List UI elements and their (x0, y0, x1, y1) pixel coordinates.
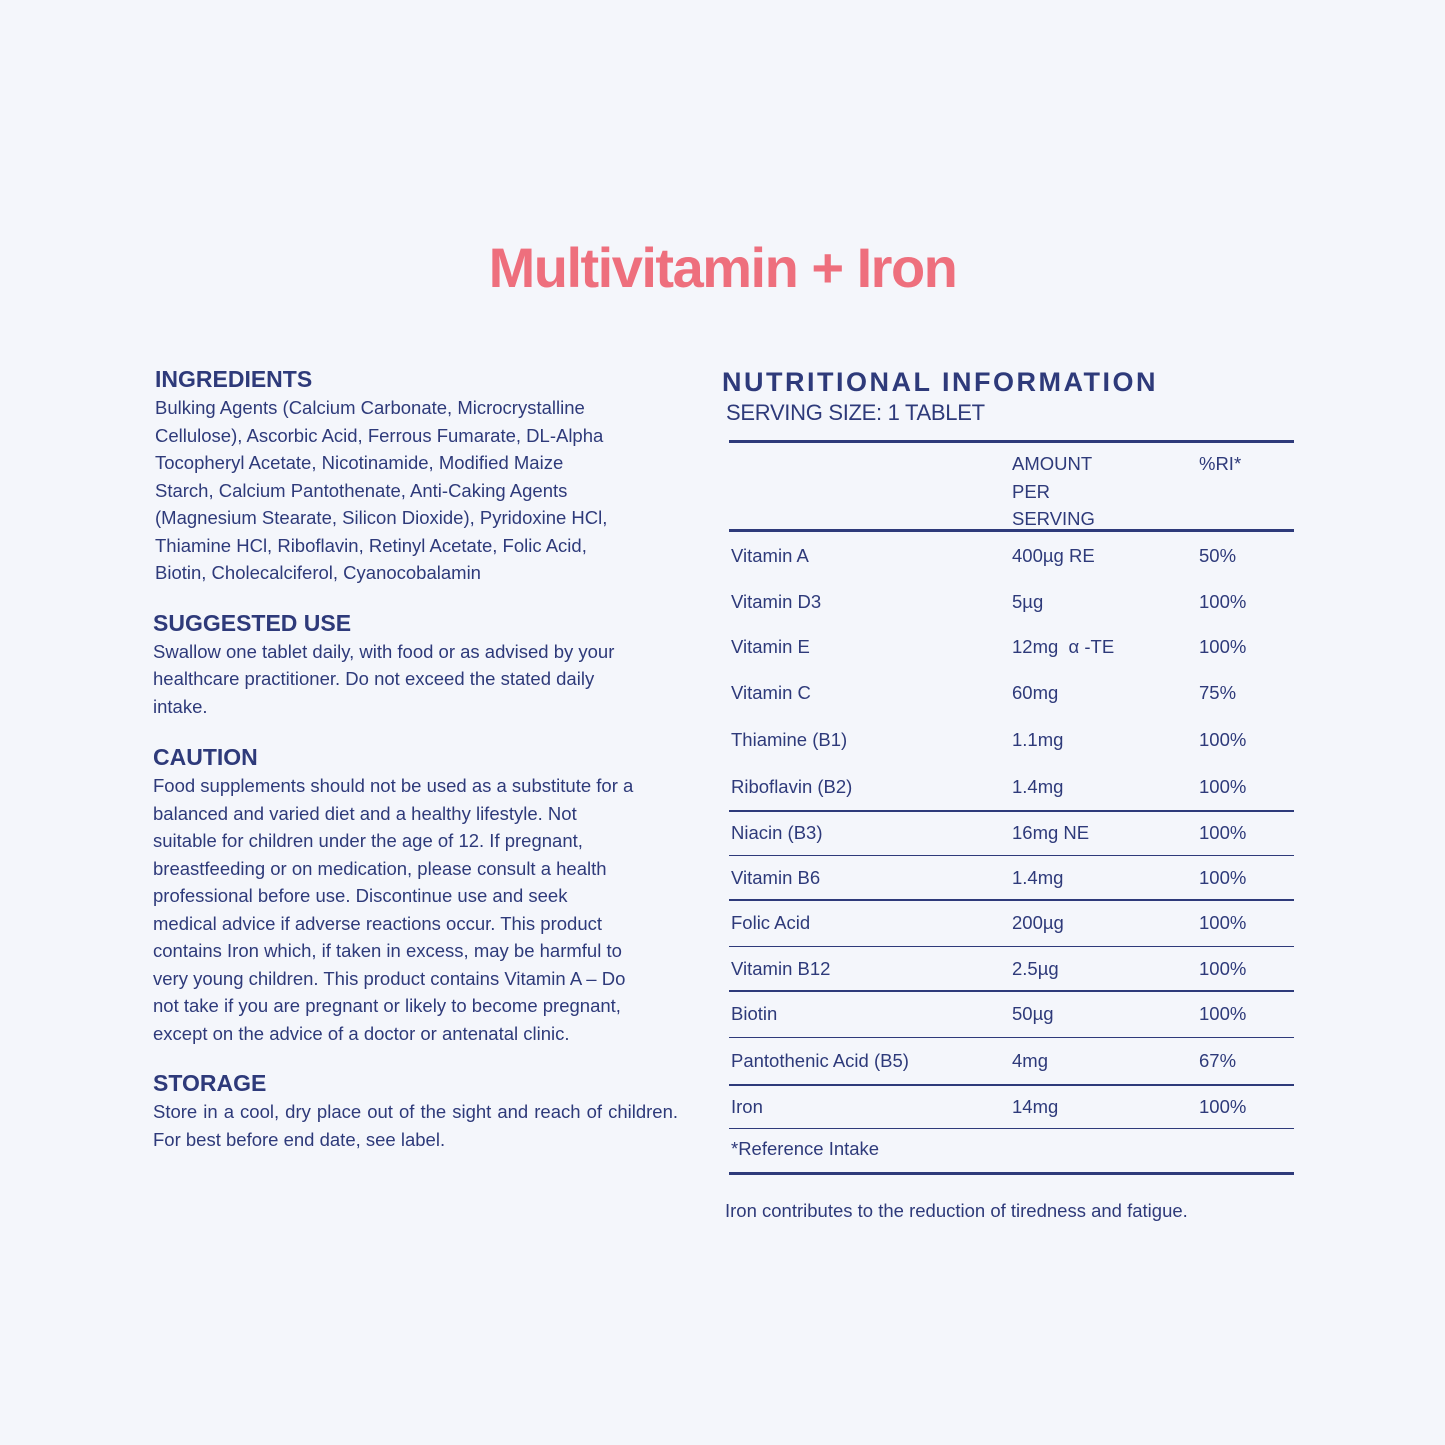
nutrient-ri: 100% (1199, 1095, 1247, 1117)
suggested-use-line: Swallow one tablet daily, with food or as advised by your (153, 640, 615, 662)
ingredients-line: (Magnesium Stearate, Silicon Dioxide), Pyridoxine HCl, (155, 507, 608, 528)
table-row (729, 812, 1294, 855)
serving-size: SERVING SIZE: 1 TABLET (726, 400, 985, 425)
amount-header-line: AMOUNT (1012, 453, 1093, 474)
nutrient-ri: 100% (1199, 590, 1247, 612)
caution-line: except on the advice of a doctor or antenatal clinic. (153, 1022, 570, 1044)
caution-section (153, 742, 681, 1047)
ingredients-section (153, 364, 681, 587)
table-row (729, 763, 1294, 810)
amount-header-line: PER (1012, 480, 1051, 502)
nutrient-amount: 5µg (1012, 590, 1044, 612)
nutrient-amount: 1.4mg (1012, 775, 1064, 797)
storage-text: Store in a cool, dry place out of the sight and reach of children. For best before end date, see label. (153, 1101, 678, 1150)
nutrient-name: Biotin (731, 1003, 778, 1024)
table-row (729, 992, 1294, 1037)
nutrient-amount: 1.4mg (1012, 866, 1064, 888)
nutrient-ri: 75% (1199, 681, 1237, 703)
nutrient-amount: 2.5µg (1012, 957, 1059, 979)
reference-note: *Reference Intake (731, 1138, 880, 1159)
table-row (729, 1086, 1294, 1128)
suggested-use-text (153, 638, 681, 721)
nutrient-ri: 67% (1199, 1050, 1237, 1071)
nutrient-ri: 100% (1199, 866, 1247, 888)
nutrition-heading: NUTRITIONAL INFORMATION (722, 367, 1158, 397)
iron-claim-footnote: Iron contributes to the reduction of tiredness and fatigue. (725, 1200, 1188, 1221)
table-body (729, 532, 1294, 1129)
caution-line: breastfeeding or on medication, please consult a health (153, 857, 607, 879)
caution-line: suitable for children under the age of 12. If pregnant, (153, 830, 583, 851)
nutrient-amount: 50µg (1012, 1003, 1054, 1024)
amount-column-header (1012, 450, 1095, 533)
nutrient-name: Vitamin A (731, 544, 809, 566)
nutrient-ri: 100% (1199, 635, 1247, 657)
ri-column-header: %RI* (1199, 453, 1242, 474)
caution-line: very young children. This product contains Vitamin A – Do (153, 967, 626, 989)
storage-heading: STORAGE (153, 1070, 267, 1096)
nutrient-name: Vitamin E (731, 635, 810, 657)
ingredients-line: Biotin, Cholecalciferol, Cyanocobalamin (155, 562, 481, 583)
nutrient-ri: 100% (1199, 775, 1247, 797)
nutrient-amount: 14mg (1012, 1095, 1059, 1117)
nutrient-ri: 100% (1199, 822, 1247, 843)
nutrient-amount: 12mg α -TE (1012, 635, 1115, 657)
ingredients-line: Tocopheryl Acetate, Nicotinamide, Modified Maize (155, 452, 564, 473)
nutrient-amount: 200µg (1012, 912, 1064, 933)
caution-line: not take if you are pregnant or likely to become pregnant, (153, 995, 621, 1016)
nutrition-table (729, 440, 1294, 1175)
nutrient-name: Niacin (B3) (731, 822, 823, 843)
suggested-use-section (153, 608, 681, 721)
nutrient-amount: 16mg NE (1012, 822, 1090, 843)
nutrient-name: Riboflavin (B2) (731, 775, 853, 797)
nutrient-ri: 50% (1199, 544, 1237, 566)
table-row (729, 1038, 1294, 1084)
ingredients-heading: INGREDIENTS (155, 366, 313, 392)
nutrition-panel (722, 364, 1294, 1159)
amount-header-line: SERVING (1012, 508, 1095, 529)
page-title: Multivitamin + Iron (488, 236, 957, 299)
nutrient-name: Folic Acid (731, 912, 811, 933)
ingredients-text (155, 394, 681, 587)
nutrient-ri: 100% (1199, 728, 1247, 750)
ingredients-line: Bulking Agents (Calcium Carbonate, Microcrystalline (155, 397, 585, 418)
nutrient-name: Vitamin B12 (731, 957, 831, 979)
table-row (729, 901, 1294, 946)
nutrient-amount: 1.1mg (1012, 728, 1064, 750)
left-column (153, 364, 681, 1153)
nutrient-name: Vitamin D3 (731, 590, 822, 612)
table-row (729, 669, 1294, 716)
ingredients-line: Starch, Calcium Pantothenate, Anti-Caking Agents (155, 479, 568, 501)
table-bottom-rule (729, 1172, 1294, 1175)
table-row (729, 947, 1294, 990)
reference-note-row (729, 1129, 1294, 1172)
caution-line: professional before use. Discontinue use and seek (153, 885, 568, 906)
nutrient-ri: 100% (1199, 912, 1247, 933)
ingredients-line: Cellulose), Ascorbic Acid, Ferrous Fumarate, DL-Alpha (155, 424, 604, 446)
caution-line: medical advice if adverse reactions occur. This product (153, 912, 603, 934)
storage-section (153, 1068, 681, 1153)
nutrient-name: Pantothenic Acid (B5) (731, 1050, 909, 1071)
table-row (729, 716, 1294, 763)
caution-line: contains Iron which, if taken in excess, may be harmful to (153, 940, 622, 961)
table-header-row (729, 443, 1294, 529)
caution-line: Food supplements should not be used as a substitute for a (153, 775, 634, 796)
nutrient-amount: 60mg (1012, 681, 1059, 703)
caution-heading: CAUTION (153, 744, 258, 770)
caution-text (153, 772, 681, 1047)
suggested-use-heading: SUGGESTED USE (153, 609, 352, 636)
table-row (729, 532, 1294, 579)
nutrient-amount: 4mg (1012, 1050, 1048, 1071)
table-row (729, 579, 1294, 624)
caution-line: balanced and varied diet and a healthy lifestyle. Not (153, 802, 577, 824)
nutrient-amount: 400µg RE (1012, 544, 1095, 566)
suggested-use-line: intake. (153, 695, 208, 717)
nutrient-name: Vitamin B6 (731, 866, 821, 888)
suggested-use-line: healthcare practitioner. Do not exceed the stated daily (153, 668, 595, 689)
nutrient-name: Iron (731, 1095, 763, 1117)
nutrient-ri: 100% (1199, 1003, 1247, 1024)
table-row (729, 624, 1294, 669)
nutrient-name: Thiamine (B1) (731, 728, 848, 750)
nutrient-name: Vitamin C (731, 681, 811, 703)
table-row (729, 856, 1294, 899)
nutrient-ri: 100% (1199, 957, 1247, 979)
ingredients-line: Thiamine HCl, Riboflavin, Retinyl Acetate, Folic Acid, (155, 534, 587, 556)
